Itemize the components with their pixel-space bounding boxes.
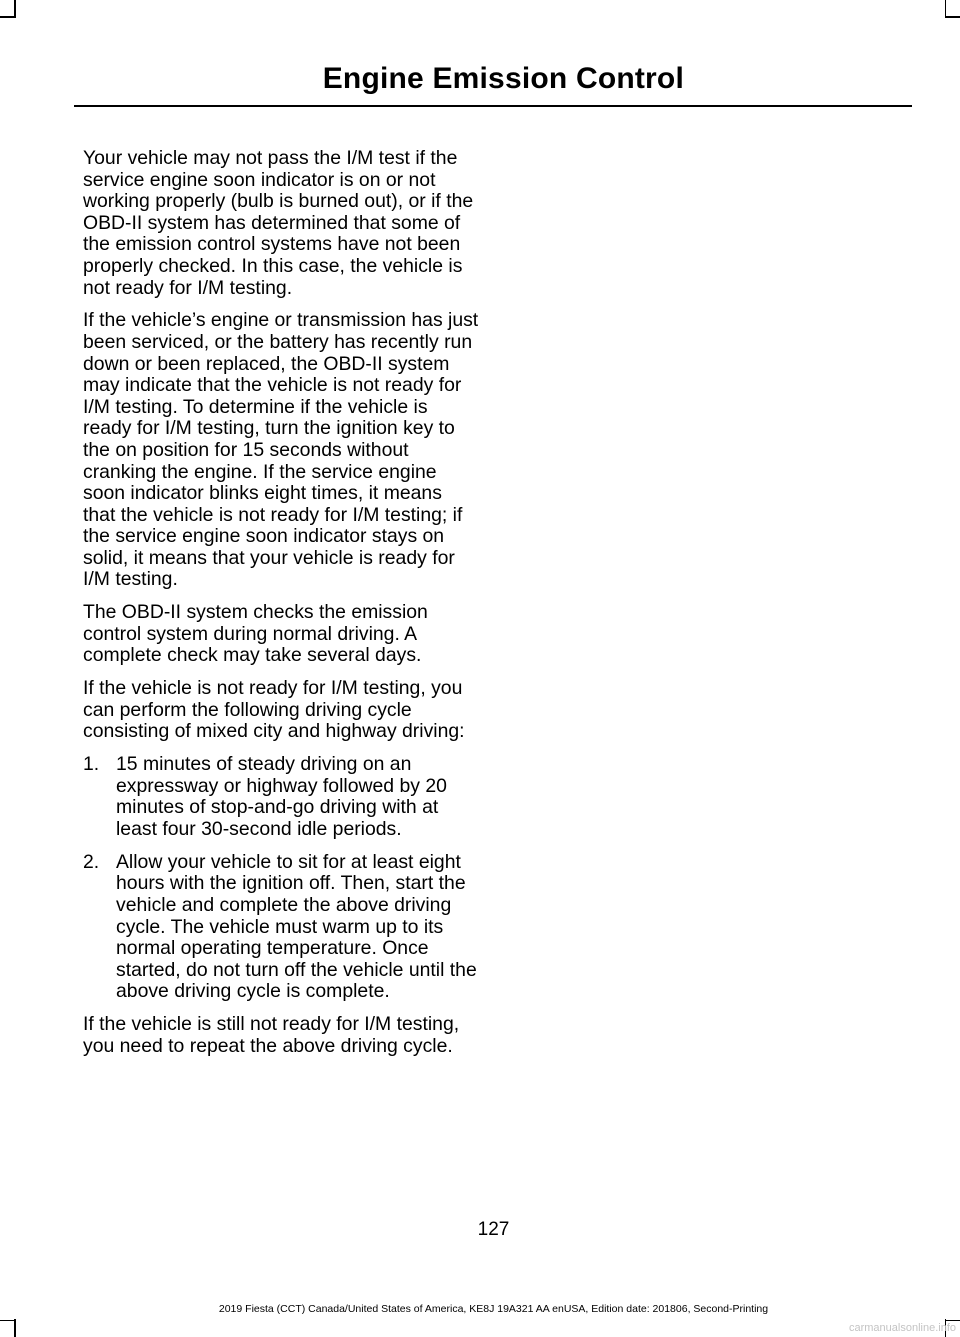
crop-mark-bottom-left <box>0 1320 14 1322</box>
paragraph: If the vehicle is still not ready for I/M testing, you need to repeat the above driving cycle. <box>83 1013 460 1057</box>
page-title: Engine Emission Control <box>322 62 684 95</box>
list-item <box>83 852 479 1003</box>
watermark: carmanualsonline.info <box>848 1322 956 1334</box>
crop-mark-top-left <box>14 0 16 18</box>
crop-mark-top-right <box>946 16 960 18</box>
body-text <box>83 148 479 1068</box>
list-item-text: Allow your vehicle to sit for at least eight hours with the ignition off. Then, start the vehicle and complete the above driving cycle. The vehicle must warm up to its normal operating temperature. Once started, do not turn off the vehicle until the above driving cycle is complete. <box>116 850 477 1003</box>
page-number: 127 <box>477 1219 510 1240</box>
list-item-text: 15 minutes of steady driving on an expressway or highway followed by 20 minutes of stop-and-go driving with at least four 30-second idle periods. <box>116 753 447 840</box>
paragraph: If the vehicle is not ready for I/M testing, you can perform the following driving cycle consisting of mixed city and highway driving: <box>83 677 465 743</box>
list-item-number: 2. <box>83 850 100 873</box>
list-item <box>83 754 479 840</box>
header-divider <box>74 105 912 107</box>
paragraph: The OBD-II system checks the emission control system during normal driving. A complete check may take several days. <box>83 601 428 667</box>
list-item-number: 1. <box>83 753 100 776</box>
edition-footer: 2019 Fiesta (CCT) Canada/United States of America, KE8J 19A321 AA enUSA, Edition date: 201806, Second-Printing <box>218 1303 769 1315</box>
crop-mark-bottom-left <box>14 1319 16 1337</box>
crop-mark-top-left <box>0 16 14 18</box>
driving-cycle-steps <box>83 754 479 1003</box>
paragraph: Your vehicle may not pass the I/M test if the service engine soon indicator is on or not working properly (bulb is burned out), or if the OBD-II system has determined that some of the emission control systems have not been properly checked. In this case, the vehicle is not ready for I/M testing. <box>83 147 474 299</box>
paragraph: If the vehicle’s engine or transmission has just been serviced, or the battery has recently run down or been replaced, the OBD-II system may indicate that the vehicle is not ready for I/M testing. To determine if the vehicle is ready for I/M testing, turn the ignition key to the on position for 15 seconds without cranking the engine. If the service engine soon indicator blinks eight times, it means that the vehicle is not ready for I/M testing; if the service engine soon indicator stays on solid, it means that your vehicle is ready for I/M testing. <box>83 309 479 591</box>
